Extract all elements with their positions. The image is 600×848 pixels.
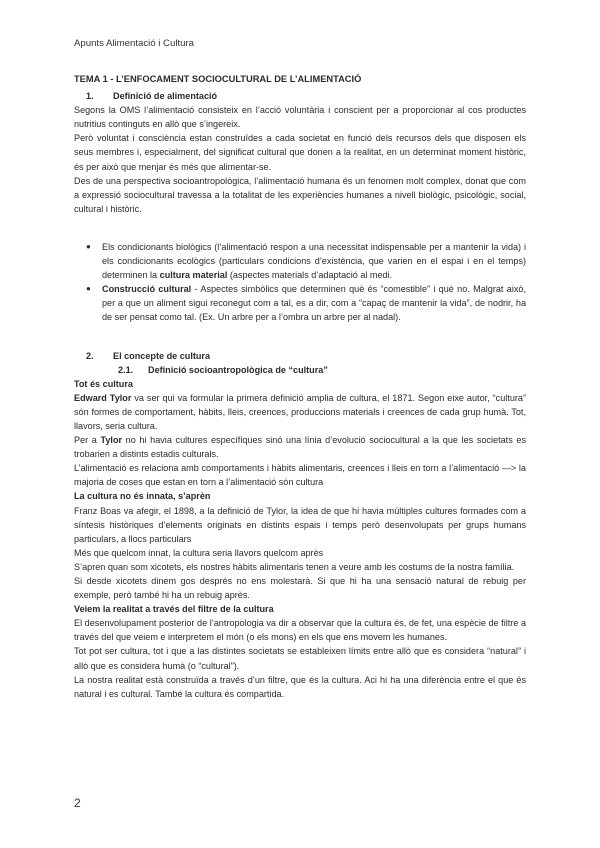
list-item: ● Els condicionants biològics (l’alimentació respon a una necessitat indispensable per a mantenir la vida) i els condicionants ecològics (particulars condicions d’existència, que varien en el espai i en el temps) determinen la cultura material (aspectes materials d’adaptació al medi.: [86, 241, 526, 281]
paragraph: Franz Boas va afegir, el 1898, a la definició de Tylor, la idea de que hi havia múltiples cultures formades com a síntesis històriques d’elements originats en distints espais i temps però desenvolupats per grups humans particulars, a llocs particulars: [74, 505, 526, 544]
bold-term: cultura material: [159, 270, 228, 281]
paragraph: S’apren quan som xicotets, els nostres hàbits alimentaris tenen a veure amb les costums de la nostra família.: [74, 561, 515, 572]
paragraph: Edward Tylor va ser qui va formular la primera definició amplia de cultura, el 1871. Segon eixe autor, “cultura” són formes de comportament, hàbits, lleis, creences, produccions materials i creences de cada grup humà. Tot, llavors, seria cultura.: [74, 392, 526, 431]
bold-term: Tylor: [100, 435, 123, 446]
paragraph: Per a Tylor no hi havia cultures específiques sinó una línia d’evolució sociocultural a la que les societats es trobarien a distints estadis culturals.: [74, 435, 526, 460]
page-number: 2: [74, 796, 81, 810]
document-header: Apunts Alimentació i Cultura: [74, 38, 194, 49]
bullet-icon: ●: [86, 241, 91, 251]
section-number: 2.: [86, 350, 94, 361]
topic-heading: Veiem la realitat a través del filtre de la cultura: [74, 604, 274, 615]
section-1-heading: [74, 89, 526, 103]
list-item: ● Construcció cultural - Aspectes simbòlics que determinen què és “comestible” i què no. Malgrat això, per a que un aliment sigui reconegut com a tal, es a dir, com a “capaç de mantenir la vida”, de nodrir, ha de ser pensat como tal. (Ex. Un arbre per a l’ombra un arbre per al nadal).: [86, 284, 526, 323]
section-title: Definició de alimentació: [113, 91, 218, 102]
topic-heading: Tot és cultura: [74, 378, 133, 389]
subsection-title: Definició socioantropològica de “cultura”: [148, 364, 328, 375]
paragraph: Més que quelcom innat, la cultura seria llavors quelcom après: [74, 547, 324, 558]
section-title: El concepte de cultura: [113, 350, 211, 361]
paragraph: Però voluntat i consciència estan construïdes a cada societat en funció dels recursos dels que disposen els seus membres i, especialment, del significat cultural que donen a la realitat, en un determinat moment històric, és per això que menjar és més que alimentar-se.: [74, 133, 526, 172]
section-number: 1.: [86, 91, 94, 102]
document-body: [74, 72, 526, 701]
topic-heading: La cultura no és innata, s’aprèn: [74, 491, 211, 502]
subsection-number: 2.1.: [118, 364, 134, 375]
bold-term: Construcció cultural: [102, 284, 192, 295]
paragraph: Tot pot ser cultura, tot i que a las distintes societats se estableixen límits entre allò que es considera “natural” i allò que es considera humà (o “cultural”).: [74, 646, 526, 671]
bullet-icon: ●: [86, 284, 91, 294]
bullet-list: [74, 240, 526, 325]
subsection-2-1-heading: [74, 363, 526, 377]
paragraph: Segons la OMS l’alimentació consisteix en l’acció voluntària i conscient per a proporcionar al cos productes nutritius continguts en allò que s’ingereix.: [74, 105, 526, 130]
bold-term: Edward Tylor: [74, 392, 132, 403]
paragraph: El desenvolupament posterior de l’antropologia va dir a observar que la cultura és, de fet, una espècie de filtre a través del que veiem e interpretem el món (o els mons) en els que ens movem les humanes.: [74, 618, 526, 643]
paragraph: La nostra realitat està construïda a través d’un filtre, que és la cultura. Aci hi ha una diferència entre el que és natural i es cultural. També la cultura és compartida.: [74, 674, 526, 699]
paragraph: Si desde xicotets dinem gos després no ens molestarà. Si que hi ha una sensació natural de rebuig per exemple, però també hi ha un rebuig après.: [74, 576, 526, 601]
section-2-heading: [74, 349, 526, 363]
paragraph: Des de una perspectiva socioantropològica, l’alimentació humana és un fenomen molt complex, donat que com a expressió sociocultural travessa a la totalitat de les experiències humanes a nivell biològic, psicològic, social, cultural i històric.: [74, 175, 526, 214]
paragraph: L’alimentació es relaciona amb comportaments i hàbits alimentaris, creences i lleis en torn a l’alimentació —> la majoria de coses que estan en torn a l’alimentació són cultura: [74, 463, 526, 488]
chapter-title: TEMA 1 - L’ENFOCAMENT SOCIOCULTURAL DE L’ALIMENTACIÓ: [74, 74, 362, 84]
